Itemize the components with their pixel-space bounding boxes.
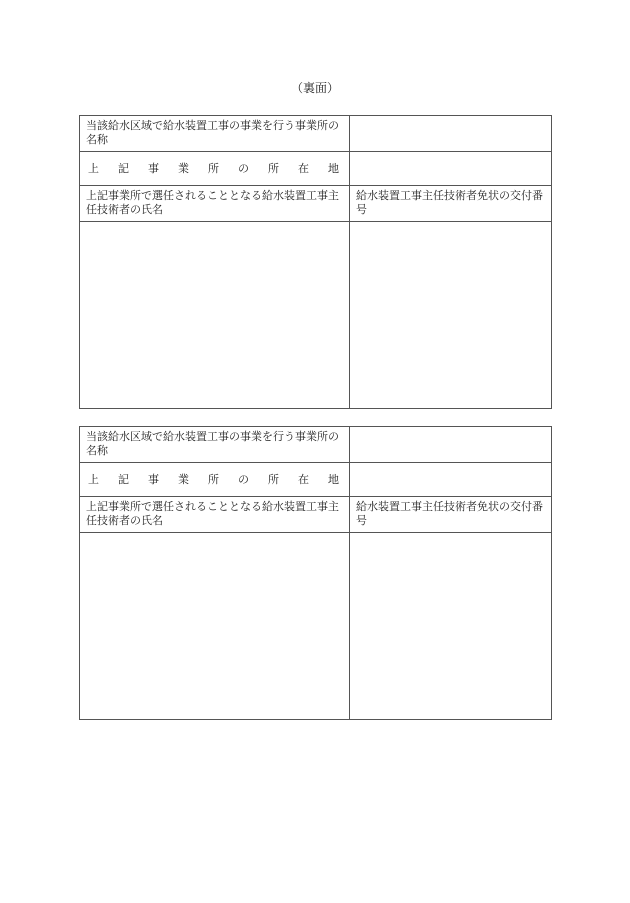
address-label-char: 業 [178, 472, 189, 486]
page-title: （裏面） [290, 81, 339, 95]
address-label-char: 事 [148, 472, 159, 486]
address-label-char: 業 [178, 161, 189, 175]
form-table-2 [79, 426, 552, 720]
license-number-value[interactable] [350, 222, 552, 409]
business-name-value[interactable] [350, 116, 552, 152]
address-label-char: 事 [148, 161, 159, 175]
engineer-name-value[interactable] [80, 222, 350, 409]
license-number-label: 給水装置工事主任技術者免状の交付番号 [350, 497, 552, 533]
engineer-header-row [80, 186, 552, 222]
address-label-char: 記 [118, 161, 129, 175]
address-label-char: 在 [298, 472, 309, 486]
engineer-header-row [80, 497, 552, 533]
address-label-char: 記 [118, 472, 129, 486]
address-value[interactable] [350, 152, 552, 186]
address-label-char: 地 [328, 472, 339, 486]
business-name-row [80, 427, 552, 463]
license-number-value[interactable] [350, 533, 552, 720]
engineer-name-label: 上記事業所で選任されることとなる給水装置工事主任技術者の氏名 [80, 186, 350, 222]
address-label-char: 所 [208, 472, 219, 486]
address-label [80, 152, 350, 186]
address-value[interactable] [350, 463, 552, 497]
address-label-char: 在 [298, 161, 309, 175]
engineer-entry-row [80, 222, 552, 409]
engineer-entry-row [80, 533, 552, 720]
license-number-label: 給水装置工事主任技術者免状の交付番号 [350, 186, 552, 222]
address-label-char: の [238, 161, 249, 175]
engineer-name-label: 上記事業所で選任されることとなる給水装置工事主任技術者の氏名 [80, 497, 350, 533]
business-name-row [80, 116, 552, 152]
engineer-name-value[interactable] [80, 533, 350, 720]
address-row [80, 463, 552, 497]
address-label-char: 地 [328, 161, 339, 175]
address-label-char: の [238, 472, 249, 486]
address-row [80, 152, 552, 186]
address-label-char: 所 [268, 161, 279, 175]
address-label-char: 上 [88, 161, 99, 175]
address-label-char: 所 [268, 472, 279, 486]
address-label-char: 所 [208, 161, 219, 175]
business-name-value[interactable] [350, 427, 552, 463]
form-table-1 [79, 115, 552, 409]
business-name-label: 当該給水区域で給水装置工事の事業を行う事業所の名称 [80, 427, 350, 463]
address-label [80, 463, 350, 497]
business-name-label: 当該給水区域で給水装置工事の事業を行う事業所の名称 [80, 116, 350, 152]
address-label-char: 上 [88, 472, 99, 486]
